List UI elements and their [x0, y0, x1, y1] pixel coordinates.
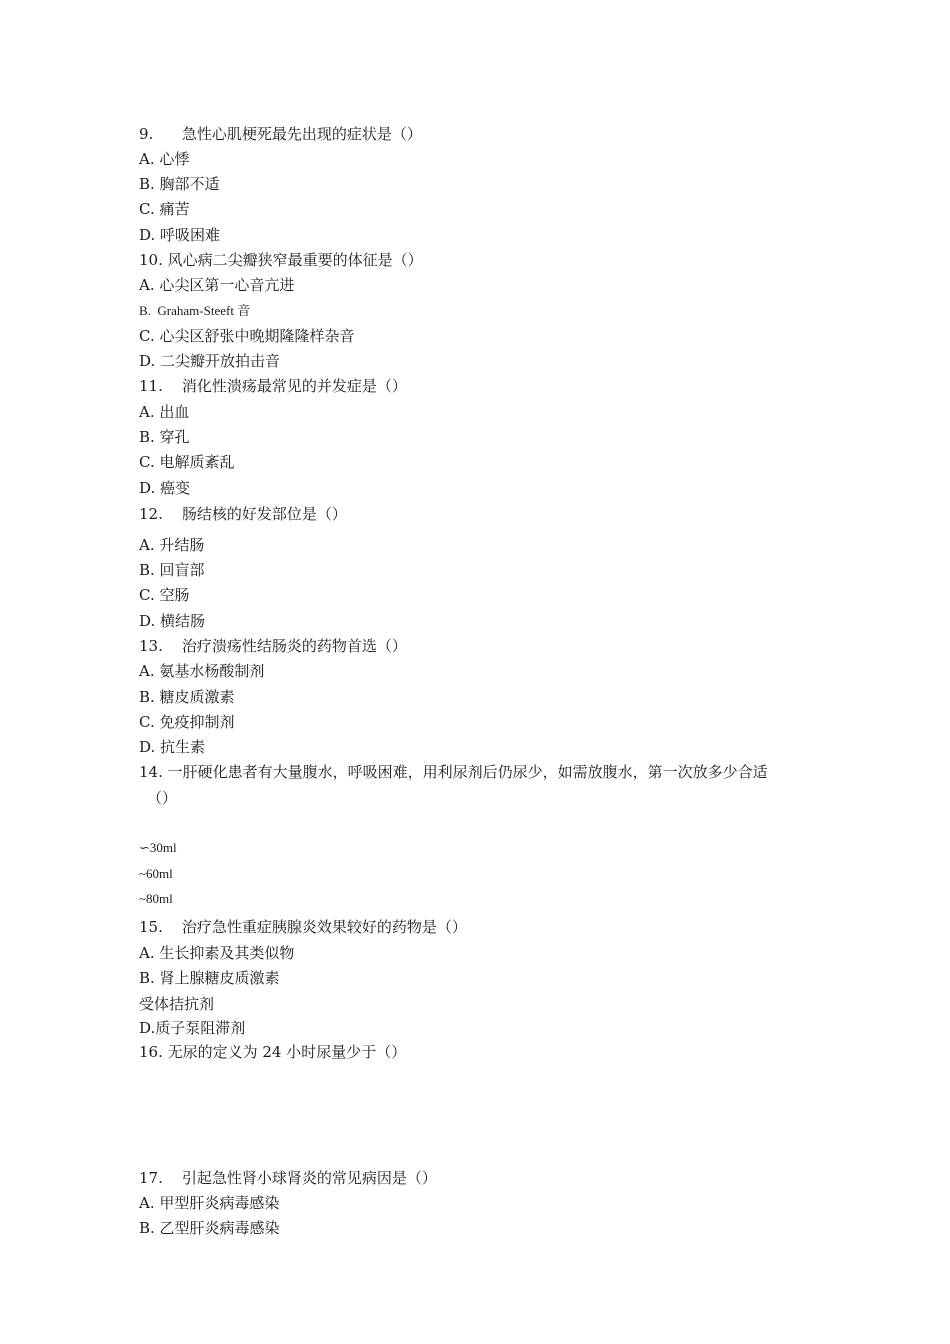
question-14-stem-continued: （）: [147, 789, 178, 807]
question-9-stem: 9. 急性心肌梗死最先出现的症状是（）: [139, 125, 422, 143]
question-12-option-b: B. 回盲部: [139, 561, 205, 579]
question-11-option-c: C. 电解质紊乱: [139, 453, 235, 471]
question-12-stem: 12. 肠结核的好发部位是（）: [139, 505, 347, 523]
question-9-option-d: D. 呼吸困难: [139, 226, 221, 244]
question-12-option-a: A. 升结肠: [139, 536, 205, 554]
question-14-option-2: ~60ml: [139, 866, 173, 881]
question-14-stem: 14. 一肝硬化患者有大量腹水，呼吸困难，用利尿剂后仍尿少，如需放腹水，第一次放多少合适: [139, 763, 768, 781]
question-17-option-a: A. 甲型肝炎病毒感染: [139, 1194, 280, 1212]
question-17-option-b: B. 乙型肝炎病毒感染: [139, 1219, 280, 1237]
question-13-option-c: C. 免疫抑制剂: [139, 713, 235, 731]
question-13-option-a: A. 氨基水杨酸制剂: [139, 662, 265, 680]
question-15-stem: 15. 治疗急性重症胰腺炎效果较好的药物是（）: [139, 918, 467, 936]
question-13-option-d: D. 抗生素: [139, 738, 206, 756]
question-10-option-b: B. Graham-Steeft 音: [139, 303, 251, 318]
question-15-option-b: B. 肾上腺糖皮质激素: [139, 969, 280, 987]
question-11-option-b: B. 穿孔: [139, 428, 190, 446]
question-9-option-c: C. 痛苦: [139, 200, 190, 218]
question-16-stem: 16. 无尿的定义为 24 小时尿量少于（）: [139, 1043, 407, 1061]
question-17-stem: 17. 引起急性肾小球肾炎的常见病因是（）: [139, 1169, 437, 1187]
question-12-option-d: D. 横结肠: [139, 612, 206, 630]
question-15-option-c: 受体拮抗剂: [139, 995, 215, 1013]
question-9-option-b: B. 胸部不适: [139, 175, 220, 193]
question-13-stem: 13. 治疗溃疡性结肠炎的药物首选（）: [139, 637, 407, 655]
question-11-stem: 11. 消化性溃疡最常见的并发症是（）: [139, 377, 407, 395]
question-15-option-d: D.质子泵阻滞剂: [139, 1019, 246, 1037]
question-12-option-c: C. 空肠: [139, 586, 190, 604]
question-10-option-a: A. 心尖区第一心音亢进: [139, 276, 295, 294]
question-11-option-d: D. 癌变: [139, 479, 191, 497]
question-10-option-c: C. 心尖区舒张中晚期隆隆样杂音: [139, 327, 355, 345]
question-15-option-a: A. 生长抑素及其类似物: [139, 944, 295, 962]
question-9-option-a: A. 心悸: [139, 150, 190, 168]
question-11-option-a: A. 出血: [139, 403, 190, 421]
question-10-option-d: D. 二尖瓣开放拍击音: [139, 352, 281, 370]
question-10-stem: 10. 风心病二尖瓣狭窄最重要的体征是（）: [139, 251, 423, 269]
question-14-option-1: ∽30ml: [139, 840, 177, 855]
question-14-option-3: ~80ml: [139, 891, 173, 906]
question-13-option-b: B. 糖皮质激素: [139, 688, 235, 706]
